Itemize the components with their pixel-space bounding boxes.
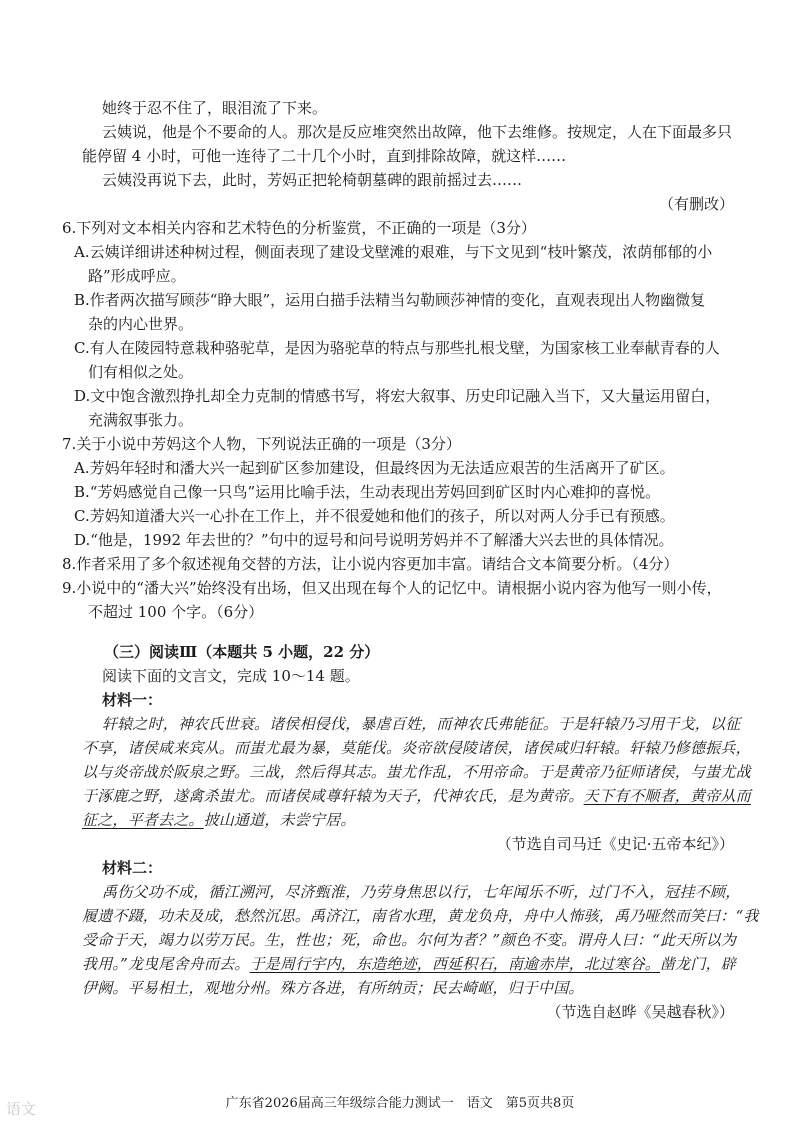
question-6-option-d: D.文中饱含激烈挣扎却全力克制的情感书写，将宏大叙事、历史印记融入当下，又大量运用留白， — [74, 387, 721, 405]
material-1-text-plain: 于涿鹿之野，遂禽杀蚩尤。而诸侯咸尊轩辕为天子，代神农氏，是为黄帝。 — [82, 787, 584, 805]
story-paragraph-cont: 能停留 4 小时，可他一连待了二十几个小时，直到排除故障，就这样…… — [82, 147, 567, 165]
material-1-underlined-sentence: 天下有不顺者，黄帝从而 — [583, 787, 751, 805]
material-2-text: 伊阙。平易相土，观地分州。殊方各进，有所纳贡；民去崎岖，归于中国。 — [82, 979, 584, 997]
material-2-label: 材料二： — [102, 859, 163, 877]
question-7-option-a: A.芳妈年轻时和潘大兴一起到矿区参加建设，但最终因为无法适应艰苦的生活离开了矿区。 — [74, 459, 675, 477]
watermark: 语文 — [6, 1100, 37, 1118]
question-6-option-a: A.云姨详细讲述种树过程，侧面表现了建设戈壁滩的艰难，与下文见到“枝叶繁茂，浓荫郁郁的小 — [74, 243, 713, 261]
story-paragraph: 云姨说，他是个不要命的人。那次是反应堆突然出故障，他下去维修。按规定，人在下面最多只 — [102, 123, 733, 141]
section-title: （三）阅读Ⅲ（本题共 5 小题，22 分） — [104, 643, 380, 661]
material-2-underlined-sentence: 于是周行宇内，东造绝迹，西延积石，南逾赤岸，北过寒谷。 — [249, 955, 660, 973]
story-paragraph: 她终于忍不住了，眼泪流了下来。 — [102, 99, 328, 117]
material-2-text-plain: 凿龙门，辟 — [659, 955, 736, 973]
question-6-option-a-cont: 路”形成呼应。 — [88, 267, 186, 285]
material-1-label: 材料一： — [102, 691, 163, 709]
question-7-option-d: D.“他是，1992 年去世的？”句中的逗号和问号说明芳妈并不了解潘大兴去世的具体情况。 — [74, 531, 674, 549]
question-6-option-d-cont: 充满叙事张力。 — [88, 411, 194, 429]
material-2-text: 履遗不蹑，功未及成，愁然沉思。禹济江，南省水理，黄龙负舟，舟中人怖骇，禹乃哑然而笑曰：“我 — [82, 907, 759, 925]
material-1-text — [82, 784, 751, 808]
material-1-text-plain: 披山通道，未尝宁居。 — [203, 811, 356, 829]
material-2-text — [82, 952, 736, 976]
material-1-text: 以与炎帝战於阪泉之野。三战，然后得其志。蚩尤作乱，不用帝命。于是黄帝乃征师诸侯，与蚩尤战 — [82, 763, 751, 781]
material-1-underlined-sentence: 征之，平者去之。 — [82, 811, 204, 829]
material-2-text: 禹伤父功不成，循江溯河，尽济甄淮，乃劳身焦思以行，七年闻乐不听，过门不入，冠挂不顾， — [102, 883, 741, 901]
material-1-text: 轩辕之时，神农氏世衰。诸侯相侵伐，暴虐百姓，而神农氏弗能征。于是轩辕乃习用干戈，以征 — [102, 715, 741, 733]
edit-note: （有删改） — [658, 195, 734, 213]
page-footer: 广东省2026届高三年级综合能力测试一 语文 第5页共8页 — [225, 1096, 575, 1111]
material-1-source: （节选自司马迁《史记·五帝本纪》） — [496, 835, 734, 853]
section-instruction: 阅读下面的文言文，完成 10～14 题。 — [102, 667, 360, 685]
material-1-text — [82, 808, 356, 832]
question-9: 9.小说中的“潘大兴”始终没有出场，但又出现在每个人的记忆中。请根据小说内容为他写一则小传， — [62, 579, 722, 597]
question-6-option-b-cont: 杂的内心世界。 — [88, 315, 194, 333]
question-6-option-c: C.有人在陵园特意栽种骆驼草，是因为骆驼草的特点与那些扎根戈壁，为国家核工业奉献青春的人 — [74, 339, 720, 357]
question-8: 8.作者采用了多个叙述视角交替的方法，让小说内容更加丰富。请结合文本简要分析。（4分） — [62, 555, 679, 573]
question-9-cont: 不超过 100 个字。（6分） — [88, 603, 264, 621]
story-paragraph: 云姨没再说下去，此时，芳妈正把轮椅朝墓碑的跟前摇过去…… — [102, 171, 523, 189]
question-7-stem: 7.关于小说中芳妈这个人物，下列说法正确的一项是（3分） — [62, 435, 461, 453]
material-2-text-plain: 我用。”龙曳尾舍舟而去。 — [82, 955, 250, 973]
material-1-text: 不享，诸侯咸来宾从。而蚩尤最为暴，莫能伐。炎帝欲侵陵诸侯，诸侯咸归轩辕。轩辕乃修德振兵， — [82, 739, 751, 757]
material-2-source: （节选自赵晔《吴越春秋》） — [546, 1003, 734, 1021]
material-2-text: 受命于天，竭力以劳万民。生，性也；死，命也。尔何为者？”颜色不变。谓舟人曰：“此天所以为 — [82, 931, 737, 949]
question-7-option-c: C.芳妈知道潘大兴一心扑在工作上，并不很爱她和他们的孩子，所以对两人分手已有预感。 — [74, 507, 675, 525]
question-7-option-b: B.“芳妈感觉自己像一只鸟”运用比喻手法，生动表现出芳妈回到矿区时内心难抑的喜悦。 — [74, 483, 661, 501]
question-6-option-b: B.作者两次描写顾莎“睁大眼”，运用白描手法精当勾勒顾莎神情的变化，直观表现出人物幽微复 — [74, 291, 706, 309]
question-6-option-c-cont: 们有相似之处。 — [88, 363, 194, 381]
question-6-stem: 6.下列对文本相关内容和艺术特色的分析鉴赏，不正确的一项是（3分） — [62, 219, 536, 237]
